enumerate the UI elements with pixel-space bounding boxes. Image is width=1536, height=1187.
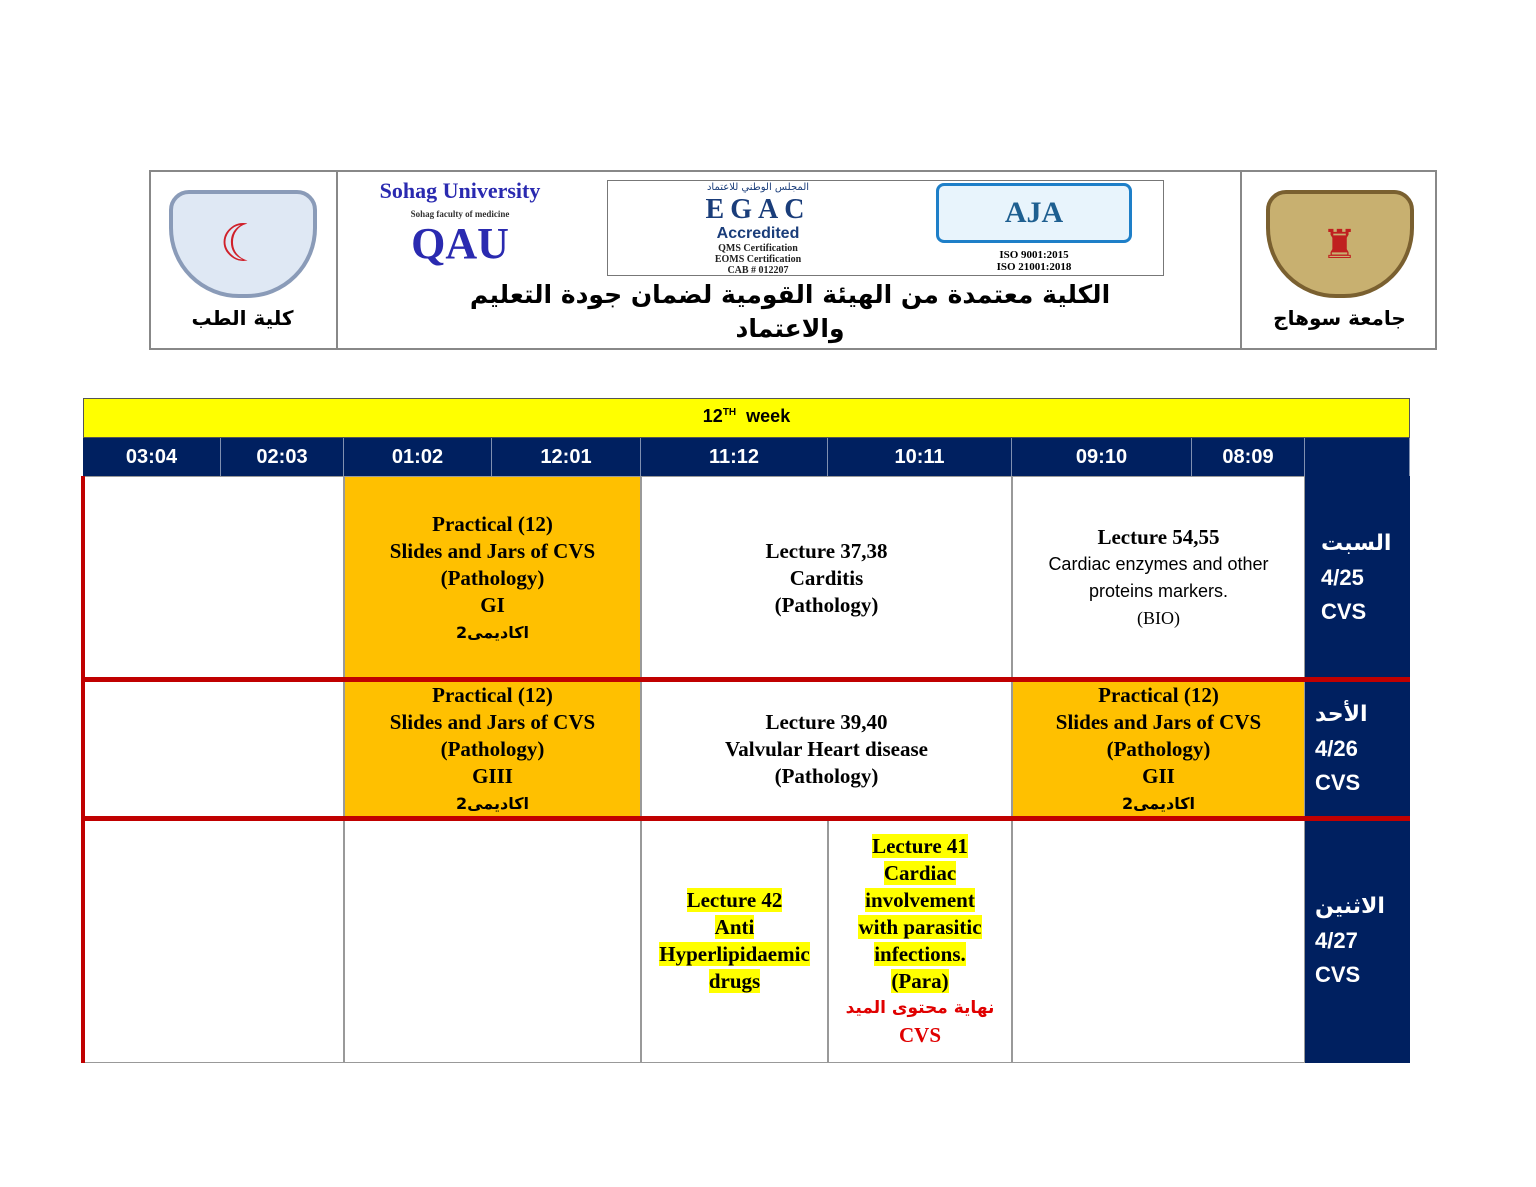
midterm-note-block: CVS [898, 1022, 941, 1047]
practical-session [344, 476, 641, 680]
session-line: (BIO) [1137, 608, 1180, 628]
faculty-of-medicine-logo: ☾ [169, 190, 317, 298]
time-header: 10:11 [828, 438, 1012, 476]
time-header: 03:04 [83, 438, 221, 476]
session-line: Valvular Heart disease [725, 736, 928, 761]
accreditation-line-1: الكلية معتمدة من الهيئة القومية لضمان جودة التعليم [469, 280, 1111, 309]
accredited-text: Accredited [716, 225, 800, 242]
day-name: الاثنين [1315, 893, 1385, 919]
day-date: 4/25 [1321, 565, 1364, 590]
time-header: 08:09 [1192, 438, 1305, 476]
sohag-faculty-text: Sohag faculty of medicine [410, 209, 510, 219]
row-border [83, 677, 1410, 682]
session-line: Slides and Jars of CVS [1055, 709, 1262, 734]
session-group: GI [480, 592, 505, 617]
time-header: 09:10 [1012, 438, 1192, 476]
session-line: involvement [865, 887, 975, 912]
session-line: (Pathology) [774, 763, 879, 788]
lecture-session [641, 476, 1012, 680]
lecture-session [641, 818, 828, 1063]
university-logo-cell [1242, 170, 1437, 350]
qau-text: QAU [411, 219, 509, 268]
day-block: CVS [1315, 961, 1361, 987]
iso-line: ISO 21001:2018 [996, 261, 1072, 273]
session-line: drugs [708, 968, 761, 993]
midterm-note: نهاية محتوى الميد [845, 997, 995, 1018]
session-location: اكاديمى2 [455, 622, 530, 642]
day-label [1305, 680, 1410, 818]
faculty-name: كلية الطب [191, 306, 294, 330]
egac-line: EOMS Certification [714, 254, 802, 265]
time-header: 01:02 [344, 438, 492, 476]
egac-logo [628, 181, 888, 276]
session-group: GIII [472, 763, 513, 788]
day-name: السبت [1321, 531, 1392, 556]
session-line: Practical (12) [432, 682, 553, 707]
qau-logo [355, 178, 565, 278]
empty-cell [1012, 818, 1305, 1063]
week-header [83, 398, 1410, 438]
session-group: GII [1142, 763, 1175, 788]
session-line: Lecture 54,55 [1097, 525, 1220, 549]
session-line: (Pathology) [440, 565, 545, 590]
week-suffix: TH [722, 407, 737, 418]
practical-session [344, 680, 641, 818]
week-label: week [746, 406, 791, 426]
session-line: proteins markers. [1088, 581, 1229, 601]
iso-lines [936, 249, 1132, 273]
session-line: infections. [874, 941, 966, 966]
empty-cell [83, 818, 344, 1063]
row-border [81, 476, 85, 1063]
session-line: Slides and Jars of CVS [389, 709, 596, 734]
row-border [83, 816, 1410, 821]
session-line: Practical (12) [1098, 682, 1219, 707]
lecture-session [641, 680, 1012, 818]
accreditation-line-2: والاعتماد [735, 314, 845, 343]
lecture-session [1012, 476, 1305, 680]
aja-logo: AJA [936, 183, 1132, 243]
day-date: 4/26 [1315, 736, 1358, 761]
day-name: الأحد [1315, 702, 1368, 727]
day-label [1305, 476, 1410, 680]
session-line: Hyperlipidaemic [659, 941, 810, 966]
egac-line: QMS Certification [718, 243, 798, 254]
practical-session [1012, 680, 1305, 818]
session-line: Slides and Jars of CVS [389, 538, 596, 563]
empty-cell [83, 680, 344, 818]
session-location: اكاديمى2 [1121, 793, 1196, 813]
sohag-university-logo: ♜ [1266, 190, 1414, 298]
week-number: 12 [702, 406, 723, 426]
session-line: Anti [714, 914, 755, 939]
session-line: Lecture 42 [686, 887, 783, 912]
faculty-logo-cell [149, 170, 338, 350]
egac-lines [628, 243, 888, 276]
session-line: Lecture 39,40 [765, 709, 888, 734]
session-line: (Para) [891, 968, 949, 993]
accreditation-statement [340, 278, 1240, 346]
session-line: (Pathology) [774, 592, 879, 617]
session-line: Practical (12) [432, 511, 553, 536]
day-block: CVS [1321, 599, 1367, 624]
session-line: with parasitic [858, 914, 982, 939]
session-line: (Pathology) [440, 736, 545, 761]
session-line: Cardiac [883, 860, 957, 885]
day-header-blank [1305, 438, 1410, 476]
session-line: (Pathology) [1106, 736, 1211, 761]
session-location: اكاديمى2 [455, 793, 530, 813]
lecture-session [828, 818, 1012, 1063]
empty-cell [83, 476, 344, 680]
session-line: Lecture 41 [872, 833, 968, 858]
day-block: CVS [1315, 770, 1361, 795]
day-date: 4/27 [1315, 927, 1358, 953]
egac-text: EGAC [705, 194, 811, 225]
egac-line: CAB # 012207 [727, 265, 789, 276]
time-header: 02:03 [221, 438, 344, 476]
egac-arabic: المجلس الوطني للاعتماد [706, 182, 810, 193]
university-name: جامعة سوهاج [1273, 306, 1406, 330]
time-header: 11:12 [641, 438, 828, 476]
iso-line: ISO 9001:2015 [999, 249, 1069, 261]
day-label [1305, 818, 1410, 1063]
empty-cell [344, 818, 641, 1063]
session-line: Lecture 37,38 [765, 538, 888, 563]
session-line: Carditis [789, 565, 864, 590]
accreditation-logos [607, 180, 1164, 276]
sohag-university-text: Sohag University [379, 178, 541, 203]
time-header: 12:01 [492, 438, 641, 476]
session-line: Cardiac enzymes and other [1048, 554, 1269, 574]
